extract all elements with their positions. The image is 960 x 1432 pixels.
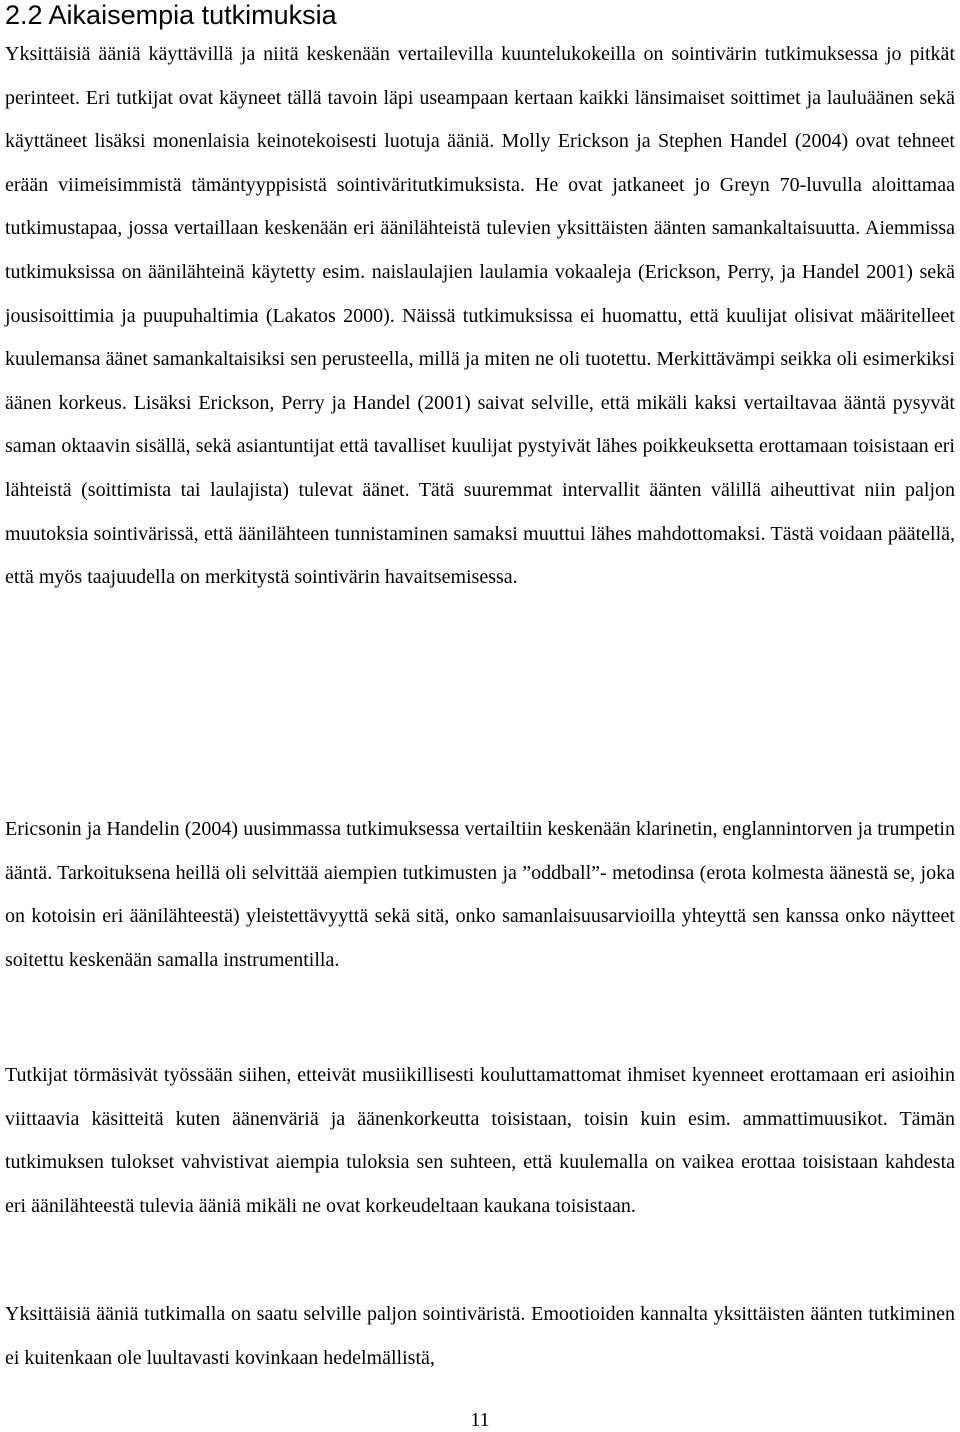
section-heading: 2.2 Aikaisempia tutkimuksia	[5, 0, 337, 30]
paragraph-3: Tutkijat törmäsivät työssään siihen, etteivät musiikillisesti kouluttamattomat ihmiset kyenneet erottamaan eri asioihin viittaavia käsitteitä kuten äänenväriä ja äänenkorkeutta toisistaan, toisin kuin esim. ammattimuusikot. Tämän tutkimuksen tulokset vahvistivat aiempia tuloksia sen suhteen, että kuulemalla on vaikea erottaa toisistaan kahdesta eri äänilähteestä tulevia ääniä mikäli ne ovat korkeudeltaan kaukana toisistaan.	[5, 1064, 955, 1217]
paragraph-1: Yksittäisiä ääniä käyttävillä ja niitä keskenään vertailevilla kuuntelukokeilla on sointivärin tutkimuksessa jo pitkät perinteet. Eri tutkijat ovat käyneet tällä tavoin läpi useampaan kertaan kaikki länsimaiset soittimet ja lauluäänen sekä käyttäneet lisäksi monenlaisia keinotekoisesti luotuja ääniä. Molly Erickson ja Stephen Handel (2004) ovat tehneet erään viimeisimmistä tämäntyyppisistä sointiväritutkimuksista. He ovat jatkaneet jo Greyn 70-luvulla aloittamaa tutkimustapaa, jossa vertaillaan keskenään eri äänilähteistä tulevien yksittäisten äänten samankaltaisuutta. Aiemmissa tutkimuksissa on äänilähteinä käytetty esim. naislaulajien laulamia vokaaleja (Erickson, Perry, ja Handel 2001) sekä jousisoittimia ja puupuhaltimia (Lakatos 2000). Näissä tutkimuksissa ei huomattu, että kuulijat olisivat määritelleet kuulemansa äänet samankaltaisiksi sen perusteella, millä ja miten ne oli tuotettu. Merkittävämpi seikka oli esimerkiksi äänen korkeus. Lisäksi Erickson, Perry ja Handel (2001) saivat selville, että mikäli kaksi vertailtavaa ääntä pysyvät saman oktaavin sisällä, sekä asiantuntijat että tavalliset kuulijat pystyivät lähes poikkeuksetta erottamaan toisistaan eri lähteistä (soittimista tai laulajista) tulevat äänet. Tätä suuremmat intervallit äänten välillä aiheuttivat niin paljon muutoksia sointivärissä, että äänilähteen tunnistaminen samaksi muuttui lähes mahdottomaksi. Tästä voidaan päätellä, että myös taajuudella on merkitystä sointivärin havaitsemisessa.	[5, 43, 955, 589]
paragraph-4: Yksittäisiä ääniä tutkimalla on saatu selville paljon sointiväristä. Emootioiden kannalta yksittäisten äänten tutkiminen ei kuitenkaan ole luultavasti kovinkaan hedelmällistä,	[5, 1303, 955, 1369]
paragraph-2: Ericsonin ja Handelin (2004) uusimmassa tutkimuksessa vertailtiin keskenään klarinetin, englannintorven ja trumpetin ääntä. Tarkoituksena heillä oli selvittää aiempien tutkimusten ja ”oddball”- metodinsa (erota kolmesta äänestä se, joka on kotoisin eri äänilähteestä) yleistettävyyttä sekä sitä, onko samanlaisuusarvioilla yhteyttä sen kanssa onko näytteet soitettu keskenään samalla instrumentilla.	[5, 818, 955, 971]
page-number: 11	[470, 1409, 490, 1431]
